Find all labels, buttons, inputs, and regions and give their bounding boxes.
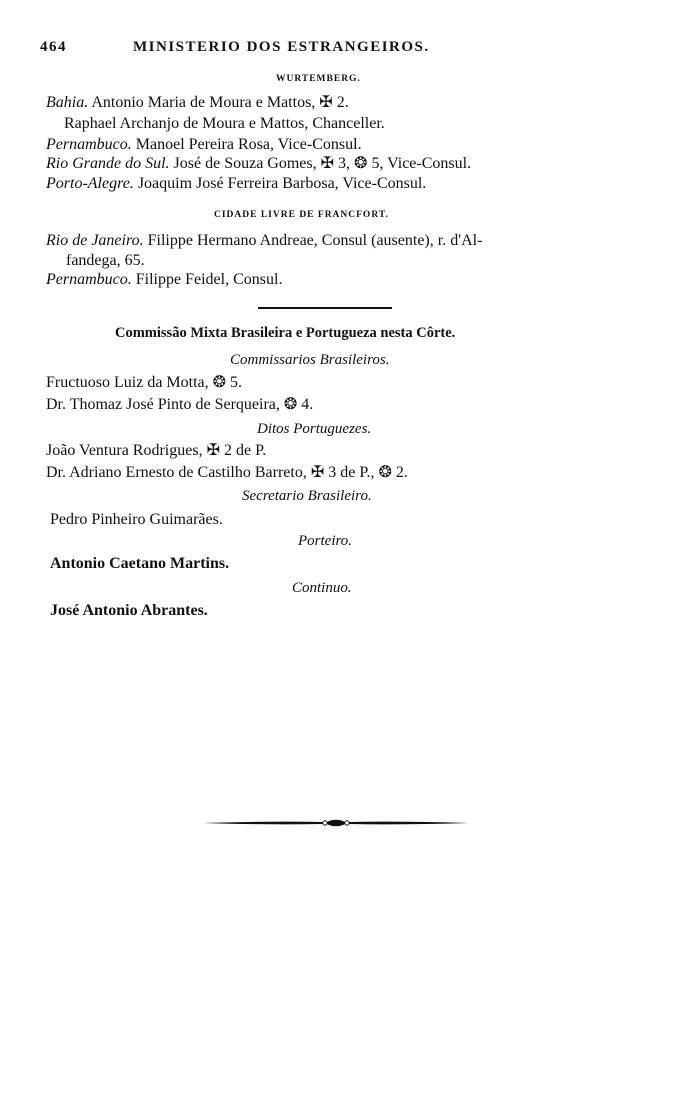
entry-rio-grande <box>46 155 471 173</box>
member-portuguez-2: Dr. Adriano Ernesto de Castilho Barreto, ✠ 3 de P., ❂ 2. <box>46 464 408 481</box>
entry-text: Joaquim José Ferreira Barbosa, Vice-Consul. <box>137 175 427 192</box>
entry-rio-de-janeiro <box>46 232 482 250</box>
member-secretario: Pedro Pinheiro Guimarães. <box>50 511 223 528</box>
member-brasileiro-1: Fructuoso Luiz da Motta, ❂ 5. <box>46 374 243 391</box>
entry-text: Antonio Maria de Moura e Mattos, ✠ 2. <box>91 94 349 111</box>
decorative-end-rule <box>203 818 469 828</box>
entry-text: Filippe Feidel, Consul. <box>135 271 283 288</box>
section-heading-wurtemberg: WURTEMBERG. <box>276 74 361 84</box>
entry-text: Raphael Archanjo de Moura e Mattos, Chanceller. <box>64 115 385 132</box>
entry-place: Pernambuco. <box>46 271 132 288</box>
subheading-ditos-portuguezes: Ditos Portuguezes. <box>257 421 372 437</box>
page-number: 464 <box>40 39 67 55</box>
member-brasileiro-2: Dr. Thomaz José Pinto de Serqueira, ❂ 4. <box>46 396 314 413</box>
section-heading-francfort: CIDADE LIVRE DE FRANCFORT. <box>214 210 389 220</box>
entry-bahia <box>46 94 349 112</box>
member-portuguez-1: João Ventura Rodrigues, ✠ 2 de P. <box>46 442 267 459</box>
entry-rio-de-janeiro-cont: fandega, 65. <box>66 252 145 269</box>
subheading-continuo: Continuo. <box>292 580 352 596</box>
subheading-secretario: Secretario Brasileiro. <box>242 488 372 504</box>
entry-place: Pernambuco. <box>46 136 132 153</box>
entry-text: Filippe Hermano Andreae, Consul (ausente), r. d'Al- <box>147 232 483 249</box>
section-separator <box>258 307 392 309</box>
entry-chanceller <box>64 115 385 133</box>
entry-pernambuco <box>46 136 362 154</box>
member-continuo: José Antonio Abrantes. <box>50 602 208 619</box>
entry-text: José de Souza Gomes, ✠ 3, ❂ 5, Vice-Consul. <box>173 155 472 172</box>
entry-text: Manoel Pereira Rosa, Vice-Consul. <box>135 136 362 153</box>
subheading-commissarios-brasileiros: Commissarios Brasileiros. <box>230 352 390 368</box>
entry-pernambuco-francfort <box>46 271 282 289</box>
entry-place: Porto-Alegre. <box>46 175 134 192</box>
running-title: MINISTERIO DOS ESTRANGEIROS. <box>133 39 430 55</box>
commission-title: Commissão Mixta Brasileira e Portugueza nesta Côrte. <box>115 325 456 341</box>
entry-place: Rio de Janeiro. <box>46 232 144 249</box>
member-porteiro: Antonio Caetano Martins. <box>50 555 230 572</box>
entry-porto-alegre <box>46 175 426 193</box>
subheading-porteiro: Porteiro. <box>298 533 353 549</box>
entry-place: Bahia. <box>46 94 89 111</box>
entry-place: Rio Grande do Sul. <box>46 155 170 172</box>
